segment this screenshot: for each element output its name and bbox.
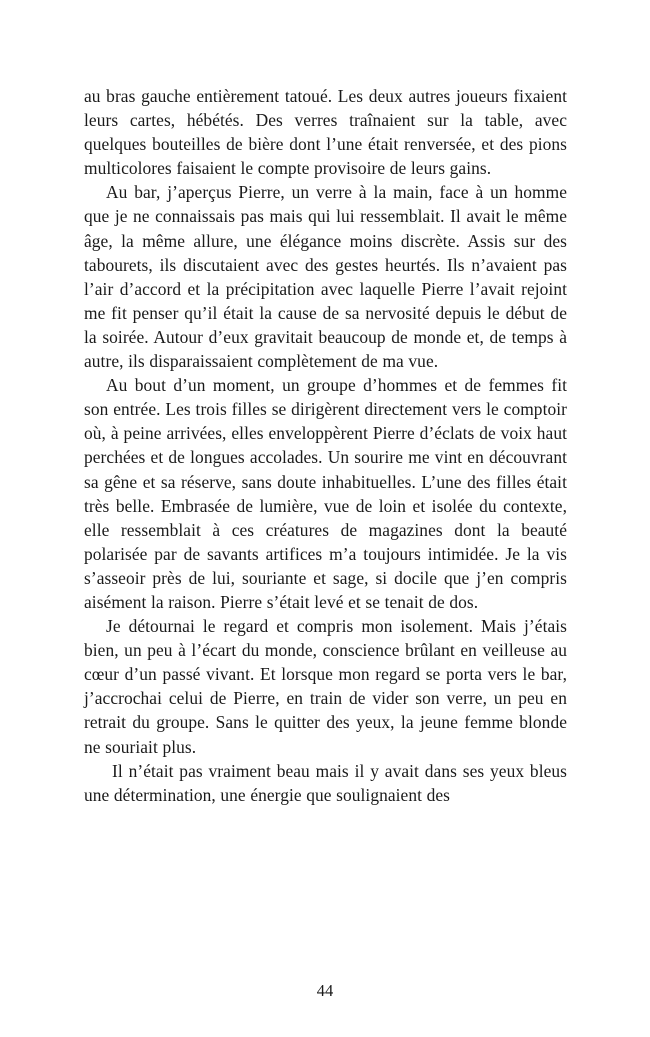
paragraph-1: au bras gauche entièrement tatoué. Les deux autres joueurs fixaient leurs cartes, hébétés. Des verres traînaient sur la table, avec quelques bouteilles de bière dont l’une était renversée, et des pions multicolores faisaient le compte provisoire de leurs gains.: [84, 86, 567, 179]
paragraph-3: Au bout d’un moment, un groupe d’hommes et de femmes fit son entrée. Les trois filles se dirigèrent directement vers le comptoir où, à peine arrivées, elles enveloppèrent Pierre d’éclats de voix haut perchées et de longues accolades. Un sourire me vint en découvrant sa gêne et sa réserve, sans doute inhabituelles. L’une des filles était très belle. Embrasée de lumière, vue de loin et isolée du contexte, elle ressemblait à ces créatures de magazines dont la beauté polarisée par de savants artifices m’a toujours intimidée. Je la vis s’asseoir près de lui, souriante et sage, si docile que j’en compris aisément la raison. Pierre s’était levé et se tenait de dos.: [84, 375, 567, 612]
paragraph-2: Au bar, j’aperçus Pierre, un verre à la main, face à un homme que je ne connaissais pas mais qui lui ressemblait. Il avait le même âge, la même allure, une élégance moins discrète. Assis sur des tabourets, ils discutaient avec des gestes heurtés. Ils n’avaient pas l’air d’accord et la précipitation avec laquelle Pierre l’avait rejoint me fit penser qu’il était la cause de sa nervosité depuis le début de la soirée. Autour d’eux gravitait beaucoup de monde et, de temps à autre, ils disparaissaient complètement de ma vue.: [84, 182, 567, 372]
page-number: 44: [316, 981, 334, 1000]
paragraph-4: Je détournai le regard et compris mon isolement. Mais j’étais bien, un peu à l’écart du monde, conscience brûlant en veilleuse au cœur d’un passé vivant. Et lorsque mon regard se porta vers le bar, j’accrochai celui de Pierre, en train de vider son verre, un peu en retrait du groupe. Sans le quitter des yeux, la jeune femme blonde ne souriait plus.: [84, 616, 567, 757]
paragraph-5: Il n’était pas vraiment beau mais il y avait dans ses yeux bleus une détermination, une énergie que soulignaient des: [84, 760, 567, 805]
page-text-block: [84, 84, 567, 807]
